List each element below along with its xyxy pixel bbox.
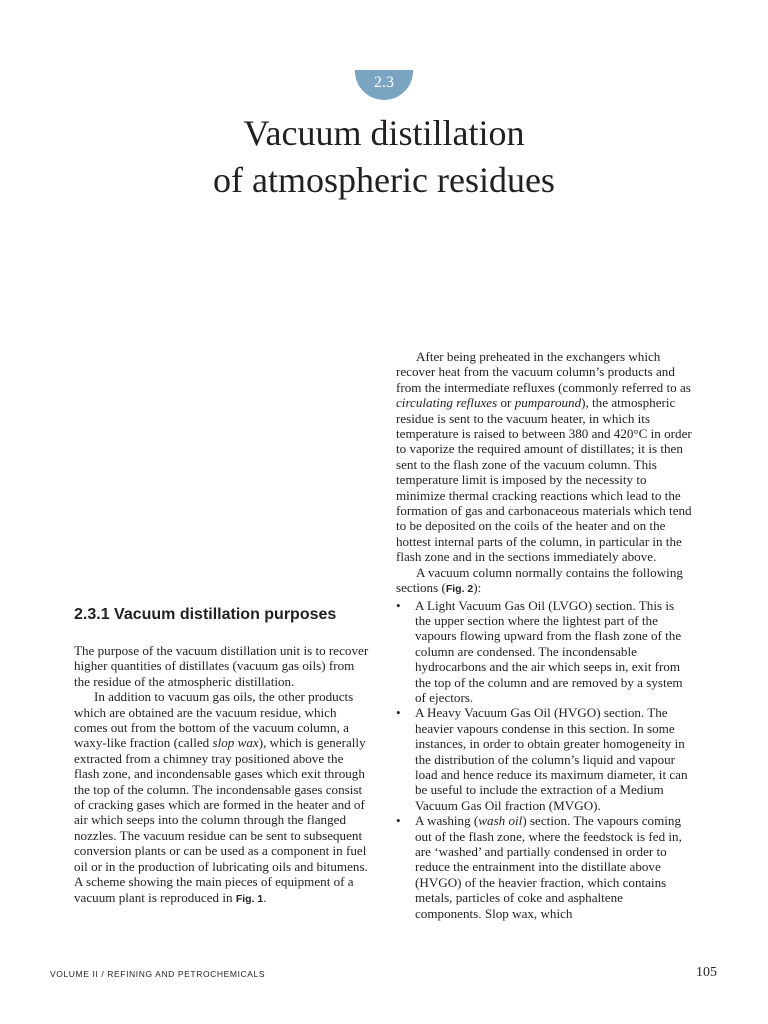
text-segment: . — [263, 889, 267, 905]
text-segment: ), which is generally extracted from a chimney tray positioned above the flash zone, and incondensable gases which exit through the top of the column. The incondensable gases consist of cracking gases which are formed in the heater and of air which seeps into the column through the flanged nozzles. The vacuum residue can be sent to subsequent conversion plants or can be used as a component in fuel oil or in the production of lubricating oils and bitumens. A scheme showing the main pieces of equipment of a vacuum plant is reproduced in — [74, 735, 368, 905]
page-title — [0, 110, 768, 204]
text-segment: A washing ( — [415, 813, 479, 829]
title-line-2: of atmospheric residues — [213, 160, 555, 200]
section-number-badge: 2.3 — [355, 70, 413, 100]
list-item — [396, 813, 692, 921]
paragraph-purpose: The purpose of the vacuum distillation unit is to recover higher quantities of distillates (vacuum gas oils) from the residue of the atmospheric distillation. — [74, 643, 369, 689]
section-list — [396, 598, 692, 922]
emphasis-term: wash oil — [478, 813, 523, 829]
figure-reference: Fig. 2 — [445, 583, 474, 596]
section-heading: 2.3.1 Vacuum distillation purposes — [74, 606, 337, 623]
left-column — [74, 643, 370, 907]
right-column — [396, 349, 692, 921]
text-segment: After being preheated in the exchangers which recover heat from the vacuum column’s products and from the intermediate refluxes (commonly referred to as — [396, 349, 691, 395]
emphasis-term: pumparound — [514, 395, 582, 411]
text-segment: or — [497, 395, 515, 411]
text-segment: ) section. The vapours coming out of the flash zone, where the feedstock is fed in, are ‘washed’ and partially condensed in order to reduce the entrainment into the distillate above (HVGO) of the heavier fraction, which contains metals, particles of coke and asphaltene components. Slop wax, which — [415, 813, 682, 921]
paragraph-sections-intro — [396, 565, 692, 598]
figure-reference: Fig. 1 — [235, 892, 264, 905]
title-line-1: Vacuum distillation — [243, 113, 525, 153]
text-segment: ): — [473, 580, 482, 596]
emphasis-term: slop wax — [212, 735, 259, 751]
list-item: • A Light Vacuum Gas Oil (LVGO) section. This is the upper section where the lightest part of the vapours flowing upward from the flash zone of the column are condensed. The incondensable hydrocarbons and the air which seeps in, exit from the top of the column and are removed by a system of ejectors. — [396, 598, 692, 706]
paragraph-preheating — [396, 349, 692, 565]
running-footer: VOLUME II / REFINING AND PETROCHEMICALS — [50, 969, 266, 979]
list-item: • A Heavy Vacuum Gas Oil (HVGO) section. The heavier vapours condense in this section. In some instances, in order to obtain greater homogeneity in the distribution of the column’s liquid and vapour load and hence reduce its maximum diameter, it can be useful to include the extraction of a Medium Vacuum Gas Oil fraction (MVGO). — [396, 705, 692, 813]
text-segment: ), the atmospheric residue is sent to the vacuum heater, in which its temperature is raised to between 380 and 420°C in order to vaporize the required amount of distillates; it is then sent to the flash zone of the vacuum column. This temperature limit is imposed by the necessity to minimize thermal cracking reactions which lead to the formation of gas and carbonaceous materials which tend to be deposited on the coils of the heater and on the hottest internal parts of the column, in particular in the flash zone and in the sections immediately above. — [396, 395, 692, 565]
text-segment: In addition to vacuum gas oils, the other products which are obtained are the vacuum residue, which comes out from the bottom of the vacuum column, a waxy-like fraction (called — [74, 689, 354, 751]
emphasis-term: circulating refluxes — [396, 395, 498, 411]
text-segment: A vacuum column normally contains the following sections ( — [396, 564, 683, 596]
paragraph-products — [74, 689, 370, 907]
page-number: 105 — [696, 965, 717, 980]
